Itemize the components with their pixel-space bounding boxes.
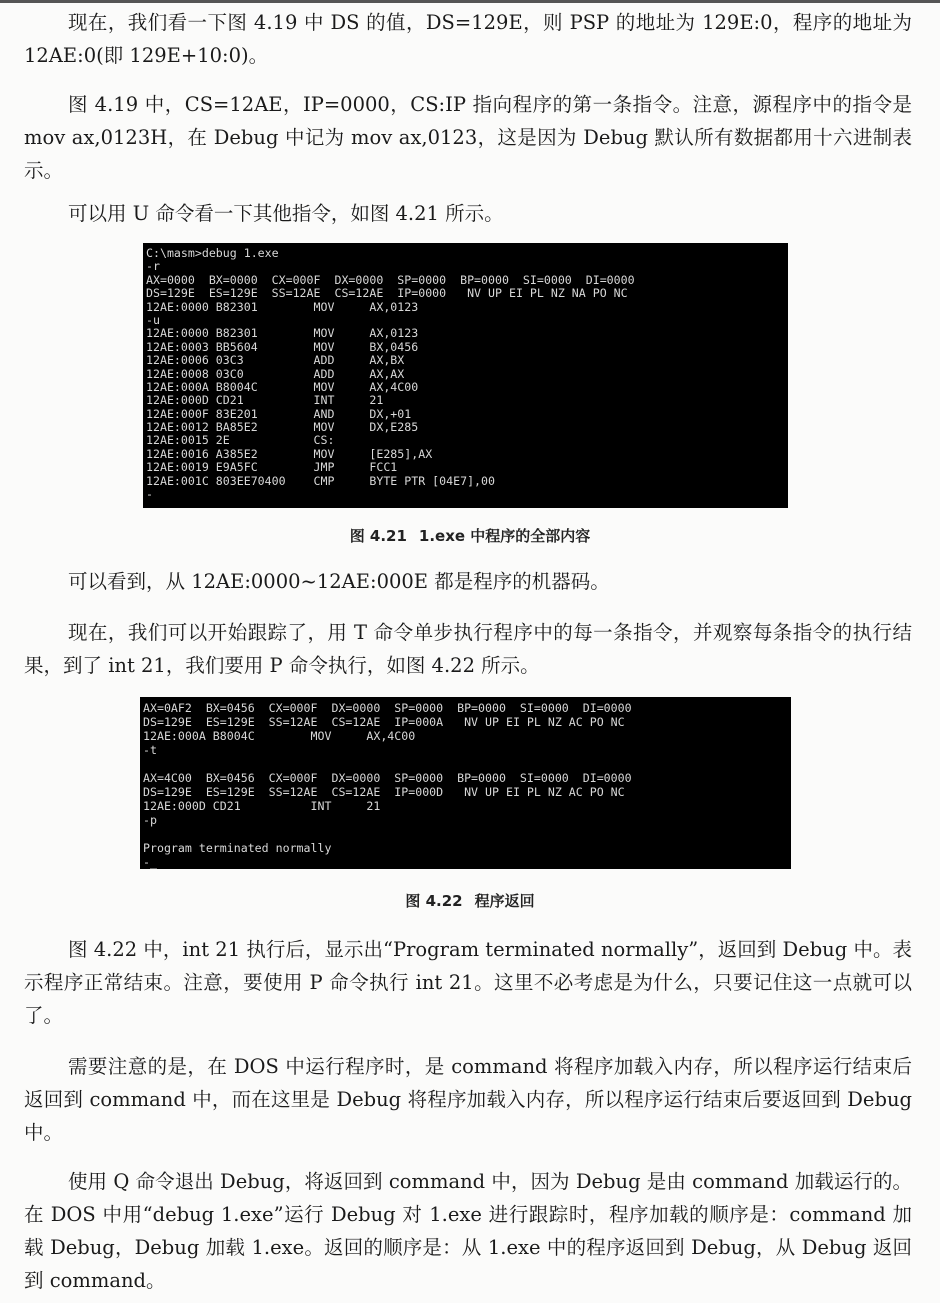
terminal-line: 12AE:0019 E9A5FC JMP FCC1 — [146, 460, 398, 475]
terminal-line: 12AE:0006 03C3 ADD AX,BX — [146, 353, 405, 368]
terminal-line: -r — [146, 259, 160, 274]
debug-terminal-figure-4-22 — [140, 697, 791, 869]
figure-number: 图 4.21 — [349, 527, 407, 545]
paragraph-dos-command: 需要注意的是，在 DOS 中运行程序时，是 command 将程序加载入内存，所以程序运行结束后返回到 command 中，而在这里是 Debug 将程序加载入内存，所以程序运行结束后要返回到 Debug 中。 — [24, 1055, 912, 1144]
terminal-line: DS=129E ES=129E SS=12AE CS=12AE IP=000D NV UP EI PL NZ AC PO NC — [143, 785, 625, 799]
terminal-line: 12AE:000A B8004C MOV AX,4C00 — [143, 729, 416, 743]
terminal-line: 12AE:000D CD21 INT 21 — [146, 393, 384, 408]
debug-terminal-figure-4-21 — [143, 243, 788, 508]
figure-number: 图 4.22 — [405, 892, 463, 910]
terminal-line: 12AE:0000 B82301 MOV AX,0123 — [146, 326, 419, 341]
terminal-line: - — [146, 487, 153, 502]
paragraph-cs-ip: 图 4.19 中，CS=12AE，IP=0000，CS:IP 指向程序的第一条指令。注意，源程序中的指令是 mov ax,0123H，在 Debug 中记为 mov ax,0123，这是因为 Debug 默认所有数据都用十六进制表示。 — [24, 93, 912, 182]
page-top-rule — [0, 0, 940, 3]
terminal-line: 12AE:0015 2E CS: — [146, 433, 335, 448]
terminal-line: 12AE:0016 A385E2 MOV [E285],AX — [146, 446, 433, 461]
figure-caption-text: 程序返回 — [474, 892, 535, 910]
terminal-line: -p — [143, 813, 157, 827]
terminal-line: 12AE:000A B8004C MOV AX,4C00 — [146, 379, 419, 394]
terminal-line: DS=129E ES=129E SS=12AE CS=12AE IP=000A NV UP EI PL NZ AC PO NC — [143, 715, 625, 729]
figure-caption-4-21 — [0, 525, 940, 546]
terminal-line: -t — [143, 743, 157, 757]
terminal-line: AX=0AF2 BX=0456 CX=000F DX=0000 SP=0000 BP=0000 SI=0000 DI=0000 — [143, 701, 632, 715]
terminal-line: 12AE:0008 03C0 ADD AX,AX — [146, 366, 405, 381]
terminal-line: 12AE:0000 B82301 MOV AX,0123 — [146, 299, 419, 314]
terminal-line: AX=4C00 BX=0456 CX=000F DX=0000 SP=0000 BP=0000 SI=0000 DI=0000 — [143, 771, 632, 785]
terminal-line: 12AE:001C 803EE70400 CMP BYTE PTR [04E7],00 — [146, 473, 496, 488]
terminal-line — [143, 757, 788, 771]
terminal-line: C:\masm>debug 1.exe — [146, 246, 279, 260]
terminal-line: -_ — [143, 855, 157, 869]
paragraph-psp-address: 现在，我们看一下图 4.19 中 DS 的值，DS=129E，则 PSP 的地址为 129E:0，程序的地址为 12AE:0(即 129E+10:0)。 — [24, 11, 912, 67]
terminal-line: 12AE:000D CD21 INT 21 — [143, 799, 381, 813]
paragraph-tracing: 现在，我们可以开始跟踪了，用 T 命令单步执行程序中的每一条指令，并观察每条指令的执行结果，到了 int 21，我们要用 P 命令执行，如图 4.22 所示。 — [24, 621, 912, 677]
terminal-line: 12AE:0003 BB5604 MOV BX,0456 — [146, 339, 419, 354]
terminal-line: 12AE:0012 BA85E2 MOV DX,E285 — [146, 420, 419, 435]
paragraph-q-command: 使用 Q 命令退出 Debug，将返回到 command 中，因为 Debug 是由 command 加载运行的。在 DOS 中用“debug 1.exe”运行 Debug 对 1.exe 进行跟踪时，程序加载的顺序是：command 加载 Debug，Debug 加载 1.exe。返回的顺序是：从 1.exe 中的程序返回到 Debug，从 Debug 返回到 command。 — [24, 1170, 912, 1292]
paragraph-u-command: 可以用 U 命令看一下其他指令，如图 4.21 所示。 — [68, 202, 504, 225]
figure-caption-text: 1.exe 中程序的全部内容 — [418, 527, 591, 545]
terminal-line: AX=0000 BX=0000 CX=000F DX=0000 SP=0000 BP=0000 SI=0000 DI=0000 — [146, 272, 635, 287]
paragraph-program-terminated: 图 4.22 中，int 21 执行后，显示出“Program terminated normally”，返回到 Debug 中。表示程序正常结束。注意，要使用 P 命令执行 int 21。这里不必考虑是为什么，只要记住这一点就可以了。 — [24, 938, 912, 1027]
terminal-line: -u — [146, 312, 160, 327]
figure-caption-4-22 — [0, 890, 940, 911]
terminal-line — [143, 827, 788, 841]
terminal-line: Program terminated normally — [143, 841, 332, 855]
terminal-line: DS=129E ES=129E SS=12AE CS=12AE IP=0000 NV UP EI PL NZ NA PO NC — [146, 286, 628, 301]
terminal-line: 12AE:000F 83E201 AND DX,+01 — [146, 406, 412, 421]
paragraph-machine-code: 可以看到，从 12AE:0000~12AE:000E 都是程序的机器码。 — [68, 570, 610, 593]
